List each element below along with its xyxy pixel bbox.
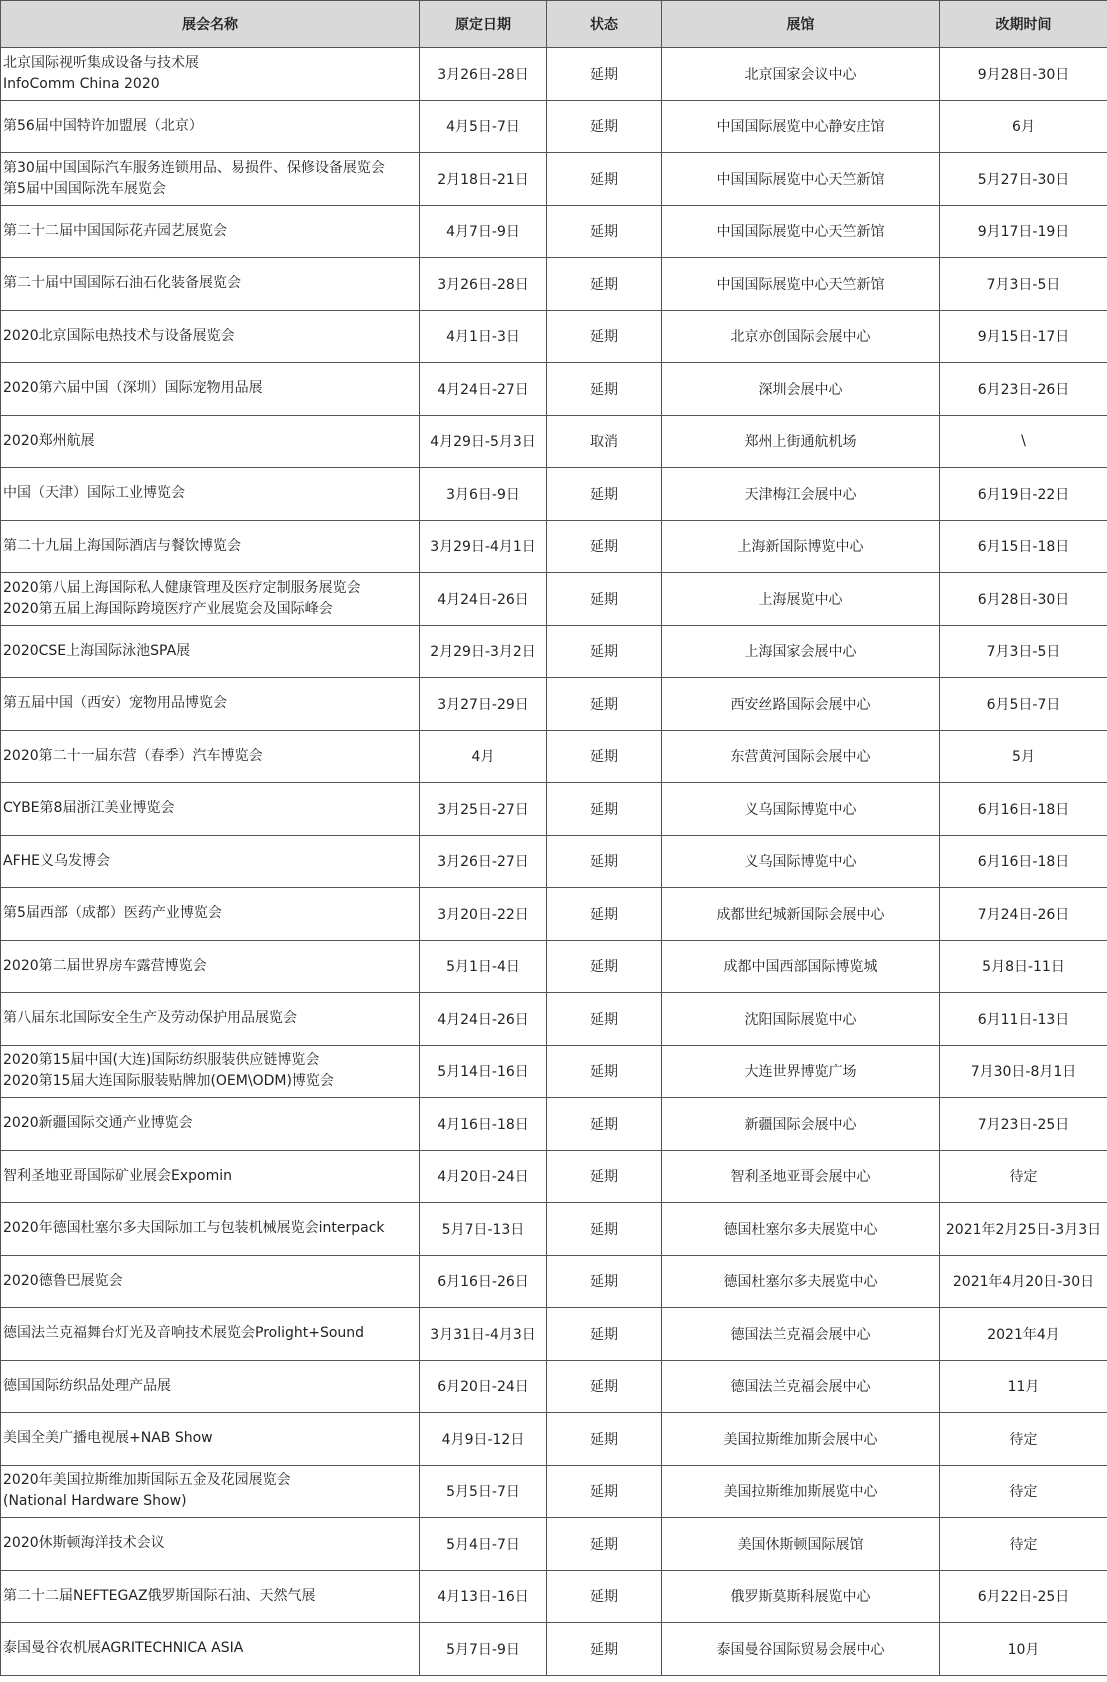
- cell-new-date: 2021年2月25日-3月3日: [940, 1203, 1107, 1256]
- cell-new-date: 10月: [940, 1623, 1107, 1676]
- cell-venue: 中国国际展览中心天竺新馆: [662, 258, 940, 311]
- exhibition-name-line: 第5届西部（成都）医药产业博览会: [3, 905, 222, 922]
- cell-original-date: 5月14日-16日: [420, 1045, 547, 1098]
- exhibition-name-line: 德国国际纺织品处理产品展: [3, 1377, 171, 1394]
- cell-original-date: 3月26日-28日: [420, 258, 547, 311]
- cell-new-date: 9月28日-30日: [940, 48, 1107, 101]
- table-row: [1, 678, 1107, 731]
- cell-status: 延期: [547, 1413, 662, 1466]
- header-venue: 展馆: [662, 1, 940, 48]
- cell-status: 延期: [547, 835, 662, 888]
- cell-venue: 德国法兰克福会展中心: [662, 1360, 940, 1413]
- cell-venue: 泰国曼谷国际贸易会展中心: [662, 1623, 940, 1676]
- table-row: [1, 1465, 1107, 1518]
- exhibition-name-line: 中国（天津）国际工业博览会: [3, 485, 185, 502]
- cell-new-date: 7月30日-8月1日: [940, 1045, 1107, 1098]
- cell-status: 延期: [547, 730, 662, 783]
- cell-venue: 上海国家会展中心: [662, 625, 940, 678]
- cell-original-date: 4月24日-27日: [420, 363, 547, 416]
- cell-status: 延期: [547, 520, 662, 573]
- table-row: [1, 1255, 1107, 1308]
- cell-original-date: 4月: [420, 730, 547, 783]
- cell-status: 延期: [547, 1465, 662, 1518]
- cell-venue: 德国法兰克福会展中心: [662, 1308, 940, 1361]
- cell-new-date: 5月: [940, 730, 1107, 783]
- cell-status: 延期: [547, 258, 662, 311]
- cell-new-date: 6月22日-25日: [940, 1570, 1107, 1623]
- cell-venue: 深圳会展中心: [662, 363, 940, 416]
- cell-exhibition-name: [1, 205, 420, 258]
- table-row: [1, 888, 1107, 941]
- exhibition-name-line: 2020年美国拉斯维加斯国际五金及花园展览会: [3, 1472, 291, 1489]
- cell-new-date: 2021年4月: [940, 1308, 1107, 1361]
- cell-status: 延期: [547, 993, 662, 1046]
- cell-exhibition-name: [1, 835, 420, 888]
- cell-status: 延期: [547, 153, 662, 206]
- cell-exhibition-name: [1, 468, 420, 521]
- exhibition-name-line: 2020CSE上海国际泳池SPA展: [3, 642, 191, 659]
- exhibition-name-line: 泰国曼谷农机展AGRITECHNICA ASIA: [3, 1640, 244, 1657]
- cell-new-date: 6月28日-30日: [940, 573, 1107, 626]
- cell-original-date: 4月24日-26日: [420, 993, 547, 1046]
- header-new-date: 改期时间: [940, 1, 1107, 48]
- cell-original-date: 4月1日-3日: [420, 310, 547, 363]
- cell-venue: 西安丝路国际会展中心: [662, 678, 940, 731]
- cell-new-date: 5月8日-11日: [940, 940, 1107, 993]
- exhibition-name-line: 第五届中国（西安）宠物用品博览会: [3, 695, 227, 712]
- exhibition-name-line: (National Hardware Show): [3, 1493, 187, 1510]
- exhibition-name-line: 第30届中国国际汽车服务连锁用品、易损件、保修设备展览会: [3, 159, 385, 176]
- table-row: [1, 1623, 1107, 1676]
- cell-status: 延期: [547, 468, 662, 521]
- cell-new-date: 7月24日-26日: [940, 888, 1107, 941]
- header-row: [1, 1, 1107, 48]
- table-row: [1, 1098, 1107, 1151]
- cell-status: 延期: [547, 1518, 662, 1571]
- cell-exhibition-name: [1, 100, 420, 153]
- table-row: [1, 468, 1107, 521]
- cell-status: 延期: [547, 1045, 662, 1098]
- cell-exhibition-name: [1, 888, 420, 941]
- cell-exhibition-name: [1, 678, 420, 731]
- table-row: [1, 730, 1107, 783]
- cell-status: 延期: [547, 783, 662, 836]
- table-row: [1, 1045, 1107, 1098]
- cell-original-date: 5月1日-4日: [420, 940, 547, 993]
- cell-venue: 俄罗斯莫斯科展览中心: [662, 1570, 940, 1623]
- exhibition-name-line: 美国全美广播电视展+NAB Show: [3, 1430, 213, 1447]
- cell-original-date: 4月29日-5月3日: [420, 415, 547, 468]
- cell-original-date: 5月7日-13日: [420, 1203, 547, 1256]
- cell-status: 延期: [547, 625, 662, 678]
- cell-new-date: 9月17日-19日: [940, 205, 1107, 258]
- cell-new-date: 7月3日-5日: [940, 625, 1107, 678]
- cell-exhibition-name: [1, 1570, 420, 1623]
- cell-new-date: 6月16日-18日: [940, 835, 1107, 888]
- cell-new-date: 7月23日-25日: [940, 1098, 1107, 1151]
- table-row: [1, 1203, 1107, 1256]
- cell-exhibition-name: [1, 310, 420, 363]
- cell-original-date: 5月7日-9日: [420, 1623, 547, 1676]
- cell-venue: 美国拉斯维加斯展览中心: [662, 1465, 940, 1518]
- table-row: [1, 783, 1107, 836]
- cell-original-date: 3月26日-27日: [420, 835, 547, 888]
- exhibition-name-line: 2020第八届上海国际私人健康管理及医疗定制服务展览会: [3, 579, 361, 596]
- cell-exhibition-name: [1, 48, 420, 101]
- cell-venue: 中国国际展览中心天竺新馆: [662, 205, 940, 258]
- cell-exhibition-name: [1, 783, 420, 836]
- exhibition-name-line: 北京国际视听集成设备与技术展: [3, 54, 199, 71]
- exhibition-name-line: CYBE第8届浙江美业博览会: [3, 800, 175, 817]
- table-row: [1, 1570, 1107, 1623]
- cell-exhibition-name: [1, 1413, 420, 1466]
- header-status: 状态: [547, 1, 662, 48]
- exhibition-name-line: 2020年德国杜塞尔多夫国际加工与包装机械展览会interpack: [3, 1220, 385, 1237]
- cell-venue: 天津梅江会展中心: [662, 468, 940, 521]
- cell-venue: 成都中国西部国际博览城: [662, 940, 940, 993]
- cell-venue: 新疆国际会展中心: [662, 1098, 940, 1151]
- cell-venue: 成都世纪城新国际会展中心: [662, 888, 940, 941]
- exhibition-name-line: 2020第15届大连国际服装贴牌加(OEM\ODM)博览会: [3, 1073, 334, 1090]
- cell-original-date: 3月26日-28日: [420, 48, 547, 101]
- cell-status: 取消: [547, 415, 662, 468]
- cell-exhibition-name: [1, 730, 420, 783]
- cell-status: 延期: [547, 888, 662, 941]
- cell-original-date: 5月4日-7日: [420, 1518, 547, 1571]
- table-row: [1, 100, 1107, 153]
- cell-new-date: 待定: [940, 1413, 1107, 1466]
- cell-status: 延期: [547, 1150, 662, 1203]
- exhibition-name-line: InfoComm China 2020: [3, 75, 160, 92]
- header-original-date: 原定日期: [420, 1, 547, 48]
- table-body: [1, 48, 1107, 1676]
- cell-original-date: 5月5日-7日: [420, 1465, 547, 1518]
- cell-new-date: 6月23日-26日: [940, 363, 1107, 416]
- table-row: [1, 625, 1107, 678]
- cell-venue: 大连世界博览广场: [662, 1045, 940, 1098]
- cell-exhibition-name: [1, 363, 420, 416]
- cell-exhibition-name: [1, 1098, 420, 1151]
- cell-venue: 上海展览中心: [662, 573, 940, 626]
- cell-original-date: 6月16日-26日: [420, 1255, 547, 1308]
- cell-exhibition-name: [1, 1360, 420, 1413]
- cell-original-date: 4月24日-26日: [420, 573, 547, 626]
- table-row: [1, 415, 1107, 468]
- table-row: [1, 573, 1107, 626]
- table-row: [1, 258, 1107, 311]
- header-exhibition-name: 展会名称: [1, 1, 420, 48]
- cell-status: 延期: [547, 1255, 662, 1308]
- table-row: [1, 1413, 1107, 1466]
- cell-venue: 东营黄河国际会展中心: [662, 730, 940, 783]
- cell-venue: 北京亦创国际会展中心: [662, 310, 940, 363]
- cell-status: 延期: [547, 100, 662, 153]
- cell-new-date: 5月27日-30日: [940, 153, 1107, 206]
- cell-venue: 中国国际展览中心天竺新馆: [662, 153, 940, 206]
- cell-original-date: 4月9日-12日: [420, 1413, 547, 1466]
- cell-exhibition-name: [1, 153, 420, 206]
- table-row: [1, 48, 1107, 101]
- cell-status: 延期: [547, 1360, 662, 1413]
- cell-original-date: 2月18日-21日: [420, 153, 547, 206]
- table-row: [1, 363, 1107, 416]
- exhibition-name-line: 第二十二届中国国际花卉园艺展览会: [3, 222, 227, 239]
- cell-exhibition-name: [1, 1150, 420, 1203]
- cell-new-date: 9月15日-17日: [940, 310, 1107, 363]
- cell-exhibition-name: [1, 625, 420, 678]
- cell-venue: 美国休斯顿国际展馆: [662, 1518, 940, 1571]
- cell-original-date: 4月20日-24日: [420, 1150, 547, 1203]
- cell-original-date: 4月5日-7日: [420, 100, 547, 153]
- cell-venue: 沈阳国际展览中心: [662, 993, 940, 1046]
- exhibition-name-line: 2020北京国际电热技术与设备展览会: [3, 327, 235, 344]
- cell-new-date: 6月11日-13日: [940, 993, 1107, 1046]
- exhibition-name-line: 2020郑州航展: [3, 432, 95, 449]
- cell-exhibition-name: [1, 1255, 420, 1308]
- cell-venue: 美国拉斯维加斯会展中心: [662, 1413, 940, 1466]
- cell-exhibition-name: [1, 1045, 420, 1098]
- cell-original-date: 3月27日-29日: [420, 678, 547, 731]
- exhibition-name-line: 第56届中国特许加盟展（北京）: [3, 117, 203, 134]
- cell-new-date: 待定: [940, 1465, 1107, 1518]
- cell-original-date: 4月16日-18日: [420, 1098, 547, 1151]
- table-row: [1, 1150, 1107, 1203]
- exhibition-name-line: 2020第15届中国(大连)国际纺织服装供应链博览会: [3, 1052, 320, 1069]
- cell-original-date: 4月7日-9日: [420, 205, 547, 258]
- table-row: [1, 520, 1107, 573]
- cell-new-date: 7月3日-5日: [940, 258, 1107, 311]
- cell-venue: 上海新国际博览中心: [662, 520, 940, 573]
- table-row: [1, 310, 1107, 363]
- cell-status: 延期: [547, 205, 662, 258]
- cell-exhibition-name: [1, 1465, 420, 1518]
- cell-venue: 郑州上街通航机场: [662, 415, 940, 468]
- exhibition-name-line: 2020第二十一届东营（春季）汽车博览会: [3, 747, 263, 764]
- exhibition-name-line: 第二十九届上海国际酒店与餐饮博览会: [3, 537, 241, 554]
- cell-exhibition-name: [1, 1518, 420, 1571]
- cell-new-date: 6月5日-7日: [940, 678, 1107, 731]
- exhibition-name-line: 第二十二届NEFTEGAZ俄罗斯国际石油、天然气展: [3, 1587, 316, 1604]
- cell-exhibition-name: [1, 258, 420, 311]
- table-header: [1, 1, 1107, 48]
- cell-venue: 义乌国际博览中心: [662, 783, 940, 836]
- exhibition-name-line: 第八届东北国际安全生产及劳动保护用品展览会: [3, 1010, 297, 1027]
- cell-original-date: 3月6日-9日: [420, 468, 547, 521]
- cell-status: 延期: [547, 940, 662, 993]
- table-row: [1, 205, 1107, 258]
- cell-new-date: 6月: [940, 100, 1107, 153]
- cell-status: 延期: [547, 1570, 662, 1623]
- exhibition-name-line: 第5届中国国际洗车展览会: [3, 180, 166, 197]
- exhibition-name-line: 2020德鲁巴展览会: [3, 1272, 123, 1289]
- exhibition-name-line: 2020第五届上海国际跨境医疗产业展览会及国际峰会: [3, 600, 333, 617]
- cell-original-date: 2月29日-3月2日: [420, 625, 547, 678]
- cell-new-date: 11月: [940, 1360, 1107, 1413]
- cell-new-date: 2021年4月20日-30日: [940, 1255, 1107, 1308]
- cell-venue: 德国杜塞尔多夫展览中心: [662, 1255, 940, 1308]
- cell-exhibition-name: [1, 1203, 420, 1256]
- cell-status: 延期: [547, 1308, 662, 1361]
- cell-status: 延期: [547, 1203, 662, 1256]
- cell-new-date: 6月16日-18日: [940, 783, 1107, 836]
- table-row: [1, 835, 1107, 888]
- cell-exhibition-name: [1, 573, 420, 626]
- table-row: [1, 1360, 1107, 1413]
- cell-venue: 智利圣地亚哥会展中心: [662, 1150, 940, 1203]
- cell-status: 延期: [547, 1098, 662, 1151]
- cell-exhibition-name: [1, 520, 420, 573]
- cell-venue: 北京国家会议中心: [662, 48, 940, 101]
- cell-original-date: 6月20日-24日: [420, 1360, 547, 1413]
- cell-original-date: 3月31日-4月3日: [420, 1308, 547, 1361]
- exhibition-name-line: AFHE义乌发博会: [3, 852, 111, 869]
- cell-new-date: \: [940, 415, 1107, 468]
- cell-exhibition-name: [1, 1623, 420, 1676]
- exhibition-name-line: 第二十届中国国际石油石化装备展览会: [3, 275, 241, 292]
- cell-exhibition-name: [1, 415, 420, 468]
- table-row: [1, 1308, 1107, 1361]
- cell-status: 延期: [547, 48, 662, 101]
- cell-venue: 中国国际展览中心静安庄馆: [662, 100, 940, 153]
- table-row: [1, 940, 1107, 993]
- cell-original-date: 3月25日-27日: [420, 783, 547, 836]
- cell-exhibition-name: [1, 993, 420, 1046]
- cell-exhibition-name: [1, 940, 420, 993]
- exhibition-name-line: 智利圣地亚哥国际矿业展会Expomin: [3, 1167, 232, 1184]
- cell-new-date: 6月15日-18日: [940, 520, 1107, 573]
- table-row: [1, 153, 1107, 206]
- cell-status: 延期: [547, 1623, 662, 1676]
- cell-new-date: 待定: [940, 1150, 1107, 1203]
- exhibition-name-line: 2020休斯顿海洋技术会议: [3, 1535, 165, 1552]
- cell-new-date: 6月19日-22日: [940, 468, 1107, 521]
- cell-original-date: 4月13日-16日: [420, 1570, 547, 1623]
- exhibition-name-line: 德国法兰克福舞台灯光及音响技术展览会Prolight+Sound: [3, 1325, 365, 1342]
- table-row: [1, 1518, 1107, 1571]
- exhibition-name-line: 2020第二届世界房车露营博览会: [3, 957, 207, 974]
- cell-status: 延期: [547, 310, 662, 363]
- cell-original-date: 3月29日-4月1日: [420, 520, 547, 573]
- exhibition-name-line: 2020新疆国际交通产业博览会: [3, 1115, 193, 1132]
- cell-original-date: 3月20日-22日: [420, 888, 547, 941]
- table-row: [1, 993, 1107, 1046]
- cell-status: 延期: [547, 573, 662, 626]
- cell-status: 延期: [547, 678, 662, 731]
- cell-new-date: 待定: [940, 1518, 1107, 1571]
- cell-venue: 德国杜塞尔多夫展览中心: [662, 1203, 940, 1256]
- cell-status: 延期: [547, 363, 662, 416]
- cell-exhibition-name: [1, 1308, 420, 1361]
- exhibition-name-line: 2020第六届中国（深圳）国际宠物用品展: [3, 380, 263, 397]
- cell-venue: 义乌国际博览中心: [662, 835, 940, 888]
